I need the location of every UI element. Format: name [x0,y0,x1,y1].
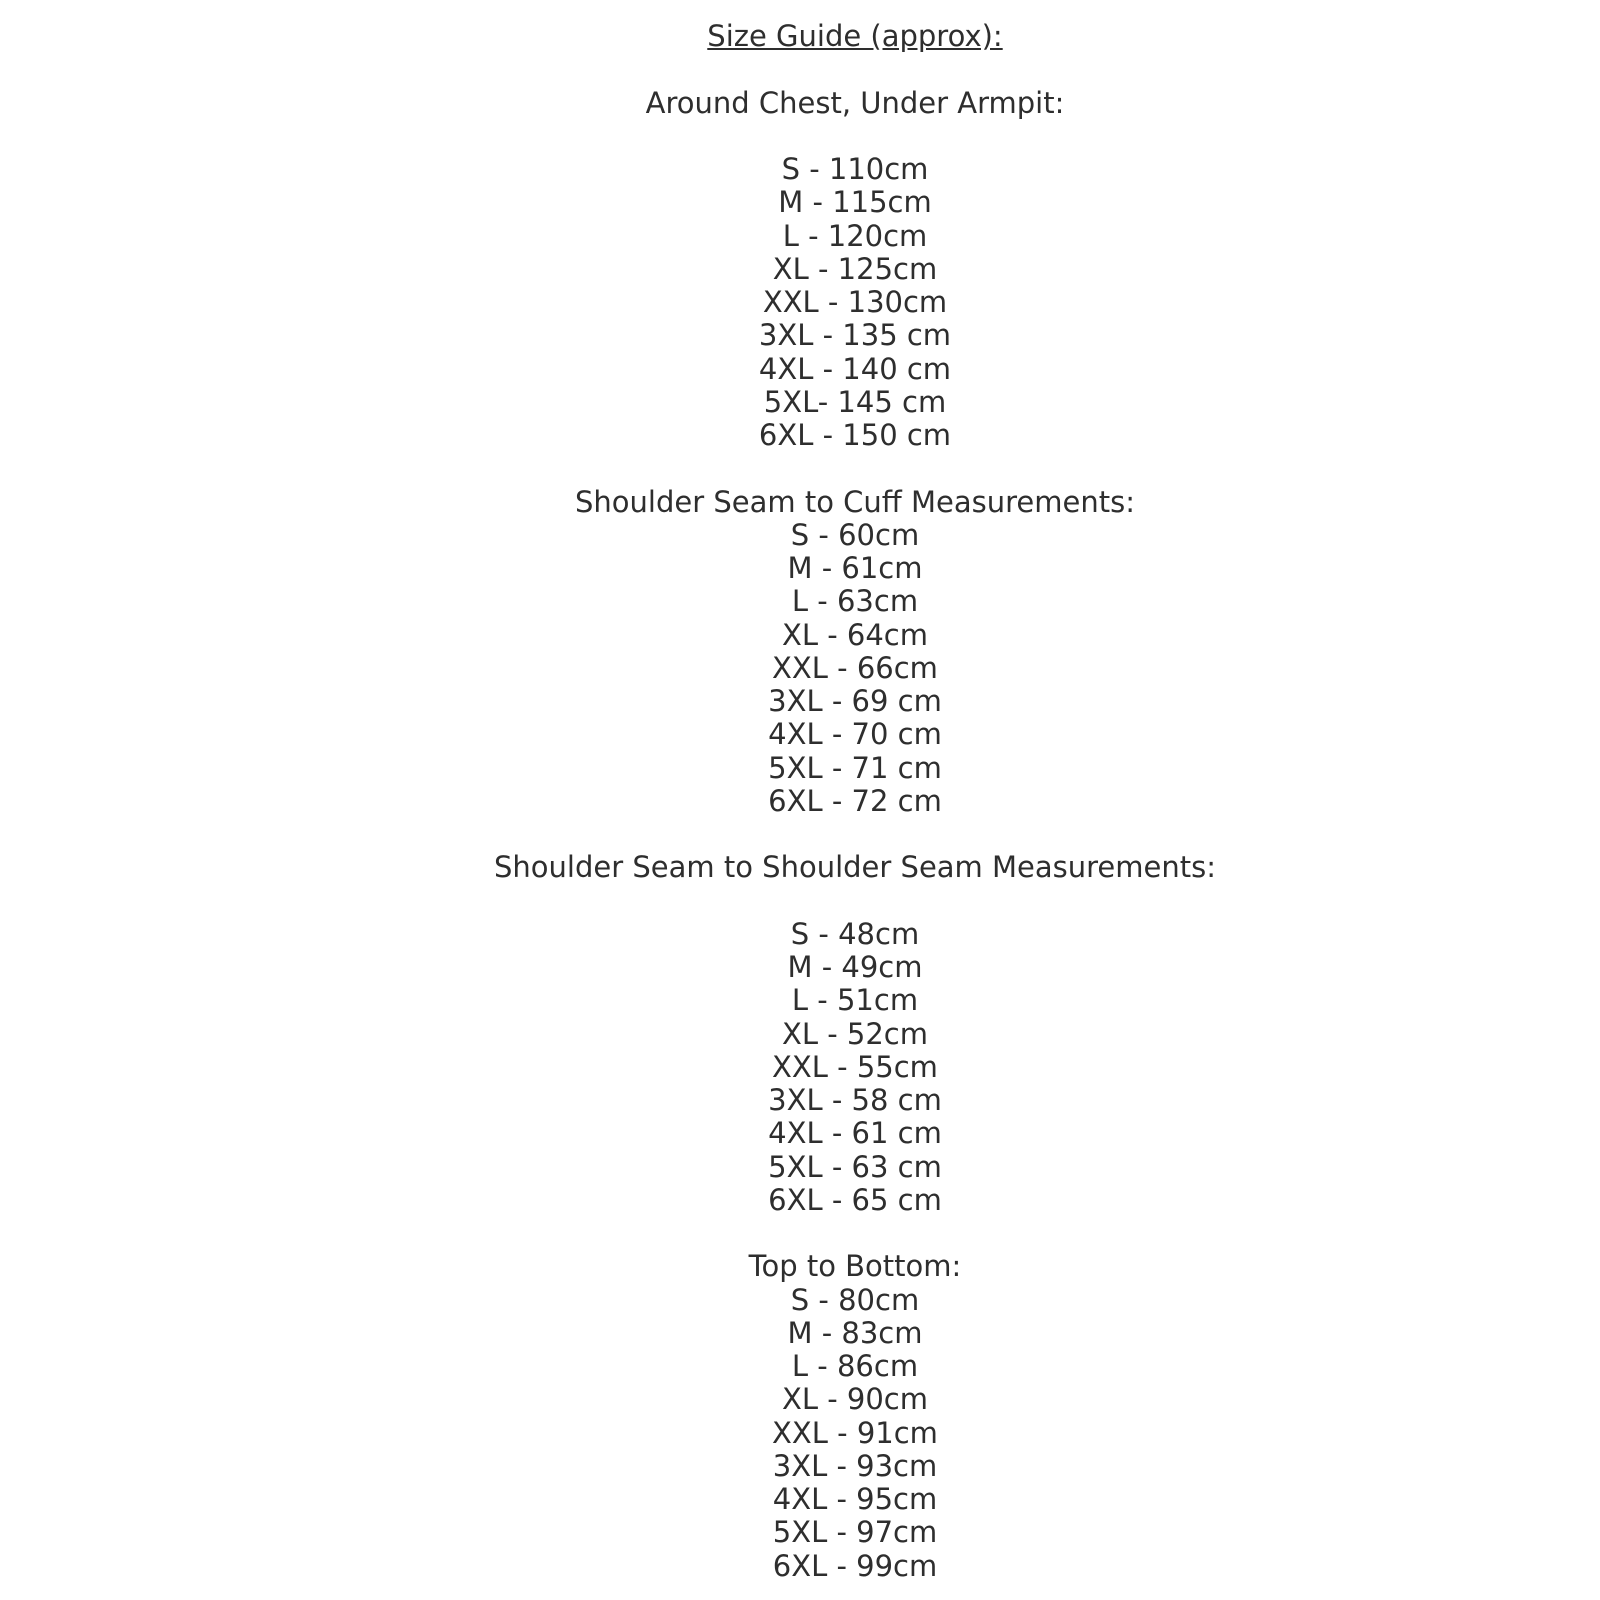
size-line: XL - 52cm [781,1016,929,1051]
size-line: 3XL - 69 cm [768,684,942,718]
size-line: 6XL - 99cm [772,1548,938,1583]
size-line: 5XL - 71 cm [768,750,942,785]
page-title: Size Guide (approx): [707,19,1003,53]
size-line: XXL - 91cm [772,1415,938,1450]
size-line: 4XL - 95cm [772,1482,938,1516]
size-line: L - 120cm [782,218,928,253]
size-line: 5XL - 63 cm [768,1149,942,1184]
size-line: XXL - 55cm [772,1049,938,1084]
size-line: L - 86cm [791,1349,919,1383]
size-line: 6XL - 150 cm [758,418,952,452]
size-line: 6XL - 72 cm [768,783,942,818]
size-line: 6XL - 65 cm [768,1182,942,1217]
size-line: XL - 64cm [781,617,929,652]
size-sections [110,87,1600,1583]
section-heading: Top to Bottom: [748,1249,962,1284]
size-line: S - 48cm [790,916,920,951]
size-line: S - 110cm [781,152,929,186]
size-line: L - 51cm [791,983,919,1018]
size-line: 4XL - 61 cm [768,1116,942,1151]
section-heading: Around Chest, Under Armpit: [645,85,1065,120]
size-line: S - 80cm [790,1282,920,1317]
size-section [110,851,1600,1217]
size-line: 5XL - 97cm [772,1515,938,1550]
size-line: XXL - 130cm [762,285,948,319]
size-section [110,486,1600,819]
size-line: S - 60cm [790,517,920,552]
size-section [110,87,1600,453]
size-line: L - 63cm [791,584,919,619]
size-line: 5XL- 145 cm [763,384,947,419]
size-line: XL - 90cm [781,1382,929,1417]
size-section [110,1250,1600,1583]
section-heading: Shoulder Seam to Shoulder Seam Measurements: [494,850,1216,885]
size-line: 3XL - 93cm [772,1448,938,1483]
size-line: M - 115cm [778,185,932,220]
size-line: XXL - 66cm [772,650,938,685]
size-line: 4XL - 70 cm [768,717,942,752]
size-line: M - 49cm [787,950,923,984]
size-line: M - 83cm [787,1315,923,1350]
size-line: 4XL - 140 cm [758,351,952,386]
size-line: 3XL - 58 cm [768,1083,942,1117]
size-line: M - 61cm [787,551,923,585]
size-line: XL - 125cm [772,251,938,286]
section-heading: Shoulder Seam to Cuff Measurements: [575,484,1135,519]
size-line: 3XL - 135 cm [758,318,952,353]
